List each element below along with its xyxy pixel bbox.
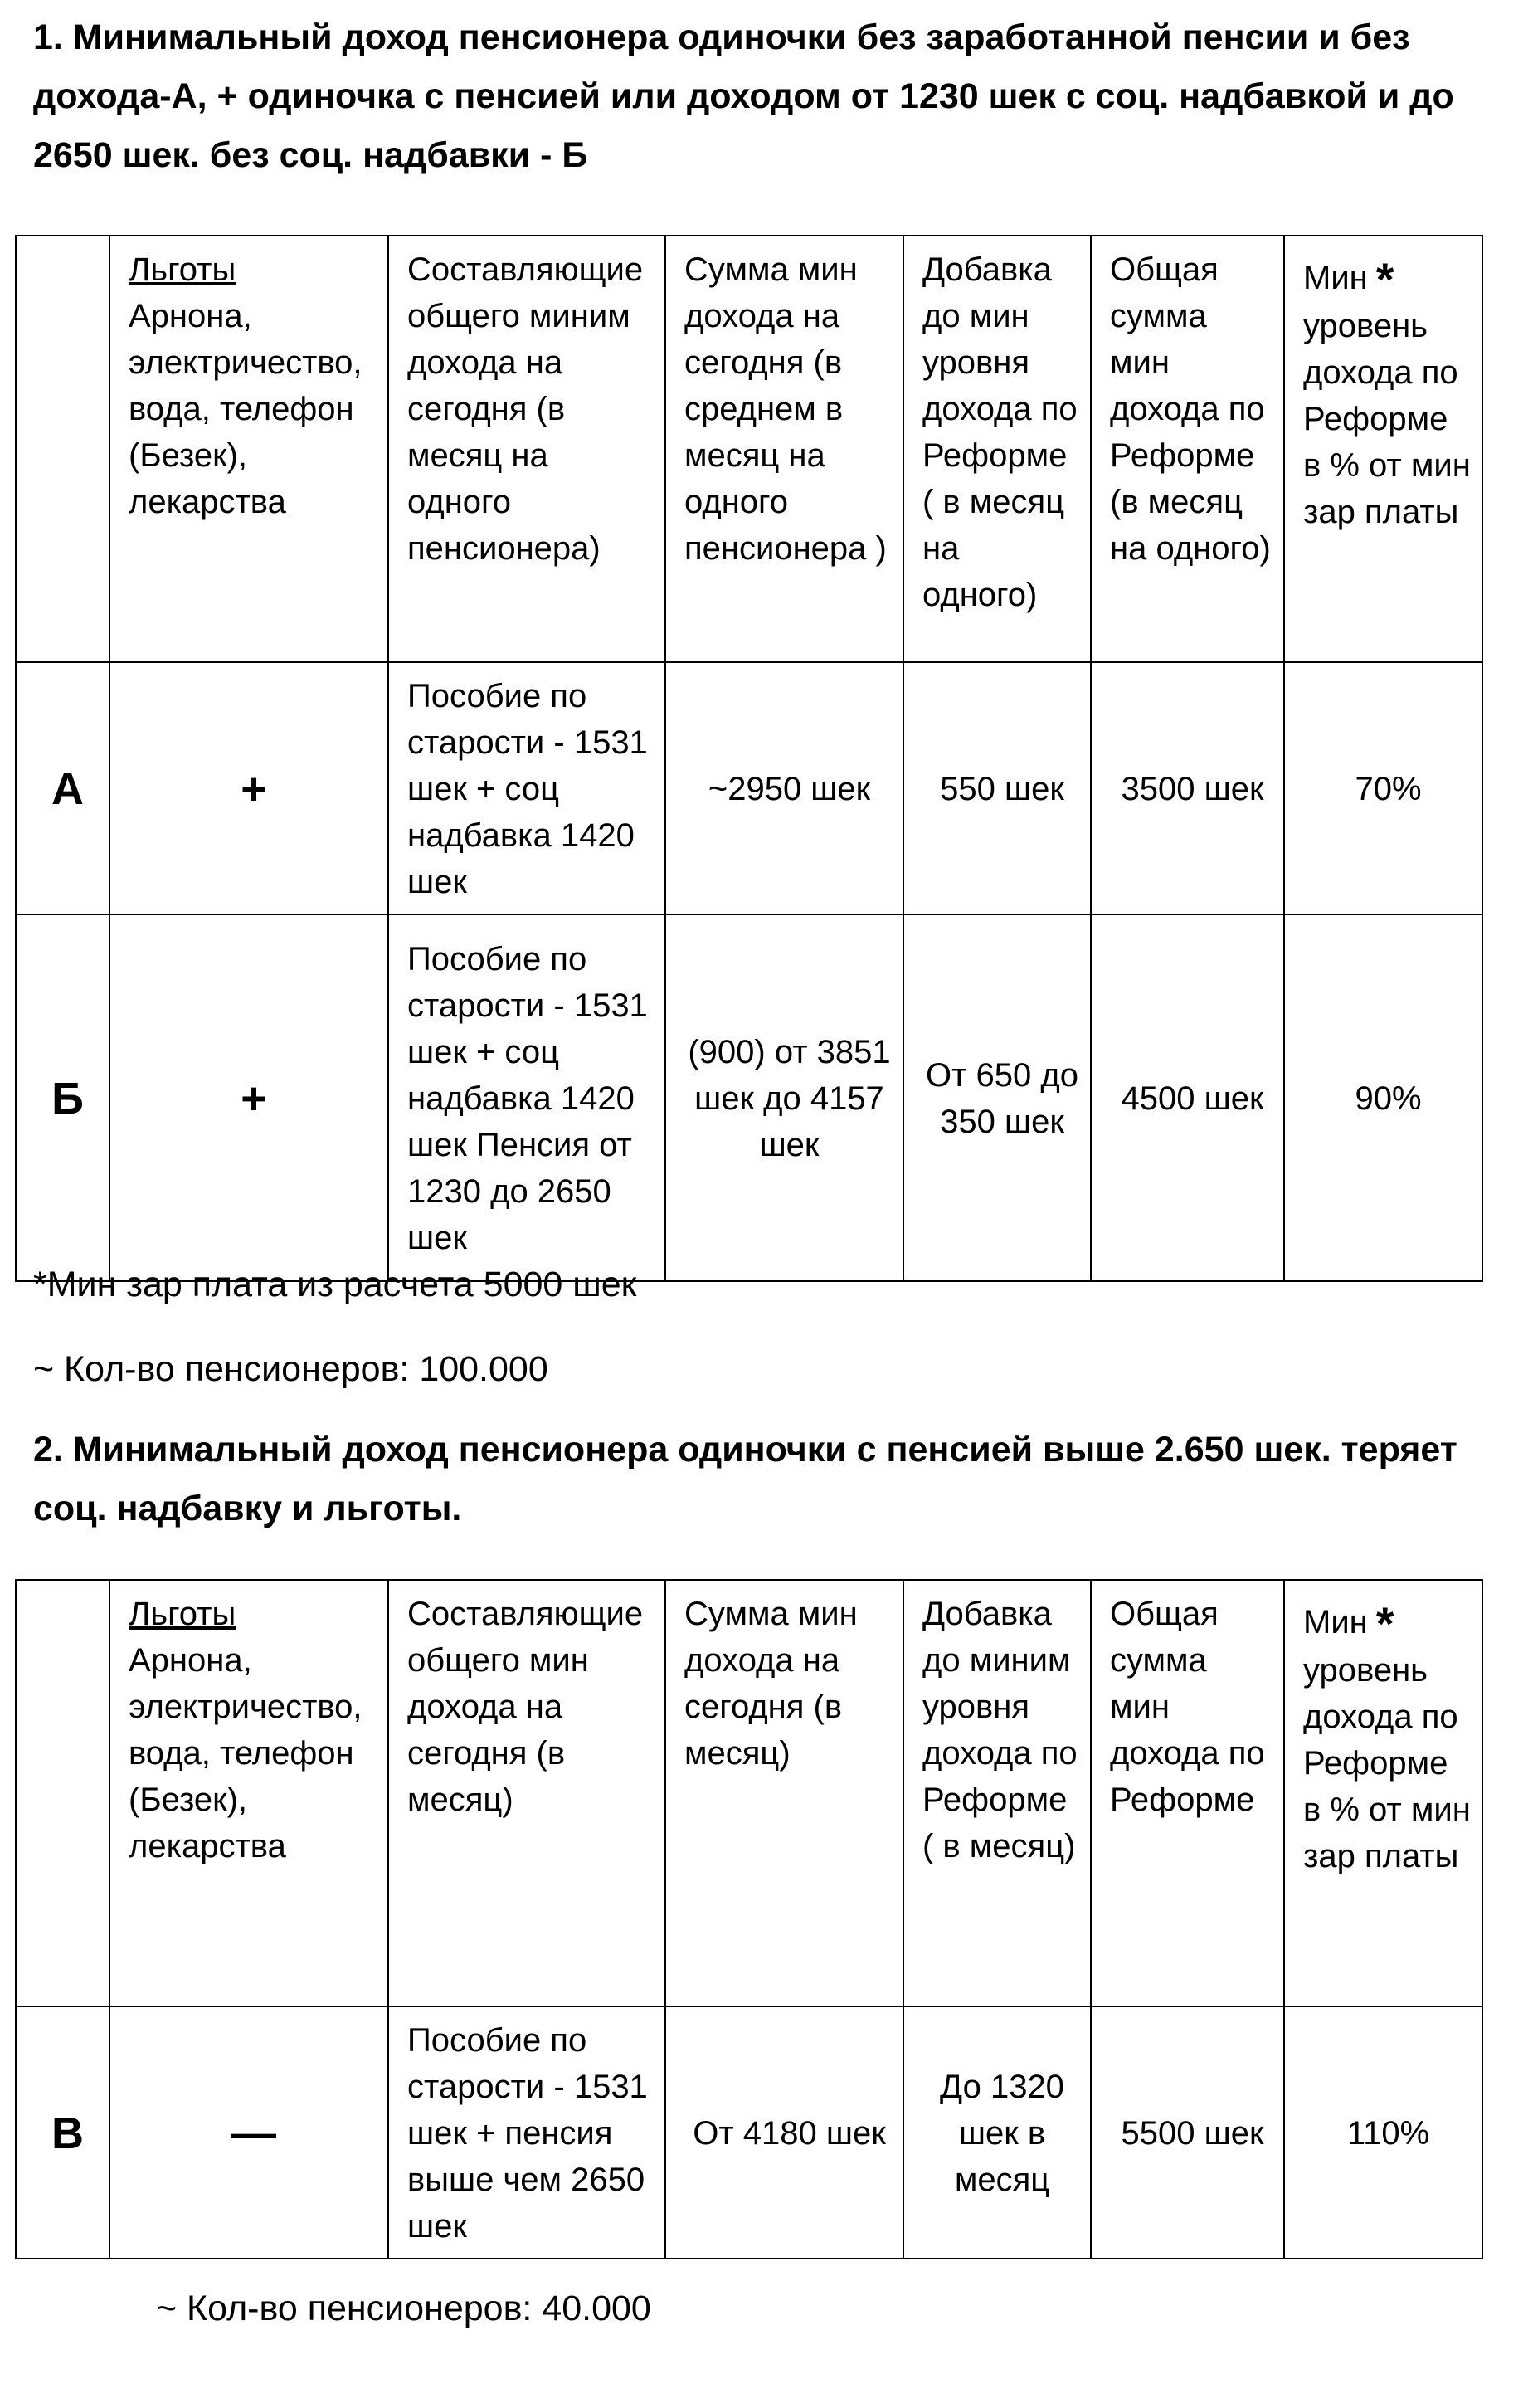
benefits-title: Льготы [129, 1596, 236, 1632]
row-addition: До 1320 шек в месяц [903, 2006, 1091, 2259]
level-label: уровень дохода по Реформе в % от мин зар платы [1303, 1652, 1471, 1875]
row-letter: В [16, 2006, 109, 2259]
benefits-text: Арнона, электричество, вода, телефон (Безек), лекарства [129, 298, 363, 520]
row-components: Пособие по старости - 1531 шек + пенсия выше чем 2650 шек [388, 2006, 665, 2259]
header-cell-benefits [109, 1580, 388, 2006]
level-label-first: Мин [1303, 1604, 1368, 1640]
pensioner-count: ~ Кол-во пенсионеров: 100.000 [33, 1349, 548, 1389]
header-cell-components: Составляющие общего мин дохода на сегодня (в месяц) [388, 1580, 665, 2006]
row-benefits: + [109, 662, 388, 914]
header-cell-components: Составляющие общего миним дохода на сегодня (в месяц на одного пенсионера) [388, 236, 665, 662]
table-header-row [16, 236, 1482, 662]
header-cell-total: Общая сумма мин дохода по Реформе (в месяц на одного) [1091, 236, 1284, 662]
row-benefits: — [109, 2006, 388, 2259]
header-cell-total: Общая сумма мин дохода по Реформе [1091, 1580, 1284, 2006]
row-total: 4500 шек [1091, 914, 1284, 1281]
row-level: 90% [1284, 914, 1482, 1281]
row-total: 3500 шек [1091, 662, 1284, 914]
benefits-text: Арнона, электричество, вода, телефон (Безек), лекарства [129, 1642, 363, 1864]
header-cell-letter [16, 236, 109, 662]
table-row [16, 2006, 1482, 2259]
row-letter: Б [16, 914, 109, 1281]
row-benefits: + [109, 914, 388, 1281]
asterisk-marker: * [1375, 1597, 1394, 1650]
table-header-row [16, 1580, 1482, 2006]
row-addition: От 650 до 350 шек [903, 914, 1091, 1281]
header-cell-sum-today: Сумма мин дохода на сегодня (в среднем в месяц на одного пенсионера ) [665, 236, 903, 662]
row-components: Пособие по старости - 1531 шек + соц надбавка 1420 шек Пенсия от 1230 до 2650 шек [388, 914, 665, 1281]
row-sum-today: ~2950 шек [665, 662, 903, 914]
table-row [16, 914, 1482, 1281]
row-components: Пособие по старости - 1531 шек + соц надбавка 1420 шек [388, 662, 665, 914]
row-level: 110% [1284, 2006, 1482, 2259]
row-addition: 550 шек [903, 662, 1091, 914]
header-cell-level [1284, 236, 1482, 662]
level-label: уровень дохода по Реформе в % от мин зар платы [1303, 308, 1471, 531]
section2-heading: 2. Минимальный доход пенсионера одиночки с пенсией выше 2.650 шек. теряет соц. надбавку и льготы. [33, 1430, 1457, 1528]
level-label-first: Мин [1303, 260, 1368, 296]
header-cell-level [1284, 1580, 1482, 2006]
section1-table [15, 235, 1483, 1282]
row-sum-today: От 4180 шек [665, 2006, 903, 2259]
asterisk-marker: * [1375, 253, 1394, 306]
footnote: *Мин зар плата из расчета 5000 шек [33, 1265, 637, 1304]
pensioner-count: ~ Кол-во пенсионеров: 40.000 [156, 2289, 651, 2328]
header-cell-addition: Добавка до мин уровня дохода по Реформе ( в месяц на одного) [903, 236, 1091, 662]
benefits-title: Льготы [129, 251, 236, 288]
header-cell-sum-today: Сумма мин дохода на сегодня (в месяц) [665, 1580, 903, 2006]
row-total: 5500 шек [1091, 2006, 1284, 2259]
section1-heading: 1. Минимальный доход пенсионера одиночки без заработанной пенсии и без дохода-А, + одиночка с пенсией или доходом от 1230 шек с соц. надбавкой и до 2650 шек. без соц. надбавки - Б [33, 17, 1454, 175]
header-cell-letter [16, 1580, 109, 2006]
header-cell-benefits [109, 236, 388, 662]
header-cell-addition: Добавка до миним уровня дохода по Реформе ( в месяц) [903, 1580, 1091, 2006]
row-sum-today: (900) от 3851 шек до 4157 шек [665, 914, 903, 1281]
section2-table [15, 1579, 1483, 2259]
row-letter: А [16, 662, 109, 914]
row-level: 70% [1284, 662, 1482, 914]
table-row [16, 662, 1482, 914]
